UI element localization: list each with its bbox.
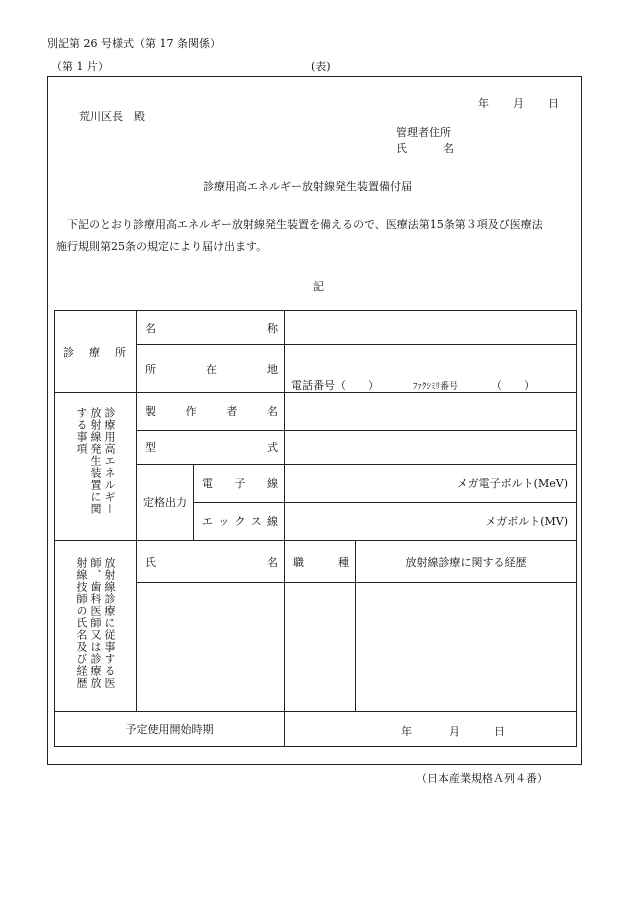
rated-output-label: 定格出力: [143, 496, 187, 510]
xray-char: 線: [267, 515, 278, 529]
date-day: 日: [548, 97, 559, 110]
start-label-cell: [55, 711, 285, 746]
xray-char: ッ: [218, 515, 230, 529]
clinic-name-label-cell: [137, 311, 285, 345]
start-year: 年: [401, 724, 412, 738]
electron-unit: メガ電子ボルト(MeV): [456, 477, 568, 491]
model-char: 式: [267, 441, 278, 455]
maker-label-cell: [137, 393, 285, 430]
staff-name-field[interactable]: [137, 583, 285, 712]
model-field[interactable]: [285, 430, 577, 464]
ki-label: 記: [313, 280, 324, 293]
sender-name-label-1: 氏: [396, 142, 407, 155]
form-table: [54, 310, 577, 747]
electron-field[interactable]: [285, 464, 577, 502]
xray-char: ク: [234, 515, 246, 529]
clinic-location-char: 所: [145, 362, 156, 376]
device-label-col2: 放射線発生装置に関: [89, 407, 102, 516]
staff-job-char: 種: [338, 555, 349, 569]
addressee: 荒川区長 殿: [79, 110, 145, 123]
staff-label-cell: [55, 541, 137, 712]
staff-job-field[interactable]: [285, 583, 356, 712]
model-label-cell: [137, 430, 285, 464]
body-line-2: 施行規則第25条の規定により届け出ます。: [56, 240, 268, 253]
maker-char: 者: [226, 405, 238, 419]
sender-name-label-2: 名: [443, 142, 454, 155]
rated-output-label-cell: [137, 464, 194, 540]
staff-name-char: 名: [267, 555, 278, 569]
clinic-name-field[interactable]: [285, 311, 577, 345]
clinic-location-field[interactable]: [285, 345, 577, 393]
clinic-location-char: 地: [267, 362, 278, 376]
electron-char: 子: [234, 477, 246, 491]
start-month: 月: [449, 724, 460, 738]
staff-history-label: 放射線診療に関する経歴: [405, 555, 527, 569]
sender-address-label: 管理者住所: [396, 126, 451, 139]
staff-name-char: 氏: [145, 555, 156, 569]
xray-unit: メガボルト(MV): [485, 515, 568, 529]
side-label: (表): [311, 60, 331, 73]
clinic-name-char: 名: [145, 321, 156, 335]
staff-history-label-cell: [356, 541, 577, 583]
staff-job-label-cell: [285, 541, 356, 583]
staff-job-char: 職: [293, 555, 304, 569]
device-label-col1: する事項: [75, 407, 88, 456]
phone-label: 電話番号（ ）: [291, 379, 379, 393]
body-line-1: 下記のとおり診療用高エネルギー放射線発生装置を備えるので、医療法第15条第３項及び医療法: [67, 218, 543, 231]
device-label-cell: [55, 393, 137, 541]
clinic-label-cell: [55, 311, 137, 393]
maker-field[interactable]: [285, 393, 577, 430]
date-month: 月: [513, 97, 524, 110]
xray-field[interactable]: [285, 502, 577, 540]
start-day: 日: [494, 724, 505, 738]
footer-spec: （日本産業規格Ａ列４番）: [416, 772, 548, 785]
maker-char: 製: [145, 405, 156, 419]
document-title: 診療用高エネルギー放射線発生装置備付届: [203, 180, 412, 193]
maker-char: 名: [266, 405, 278, 419]
fax-paren: （ ）: [491, 379, 535, 393]
staff-name-label-cell: [137, 541, 285, 583]
staff-label-col1: 射線技師の氏名及び経歴: [75, 557, 88, 690]
staff-label-col2: 師、歯科医師又は診療放: [89, 557, 102, 690]
maker-char: 作: [185, 405, 197, 419]
start-label: 予定使用開始時期: [125, 722, 214, 736]
electron-label-cell: [194, 464, 285, 502]
clinic-location-label-cell: [137, 345, 285, 393]
xray-char: ス: [250, 515, 262, 529]
staff-label-col3: 放射線診療に従事する医: [103, 557, 116, 690]
clinic-location-char: 在: [206, 362, 217, 376]
form-number: 別記第 26 号様式（第 17 条関係）: [47, 37, 221, 50]
electron-char: 線: [267, 477, 278, 491]
staff-history-field[interactable]: [356, 583, 577, 712]
clinic-label: 診 療 所: [63, 345, 128, 359]
clinic-name-char: 称: [267, 321, 278, 335]
electron-char: 電: [202, 477, 213, 491]
xray-char: エ: [202, 515, 213, 529]
device-label-col3: 診療用高エネルギー: [103, 407, 116, 516]
fax-label: ﾌｧｸｼﾐﾘ番号: [413, 382, 459, 393]
xray-label-cell: [194, 502, 285, 540]
start-date-field[interactable]: [285, 711, 577, 746]
model-char: 型: [145, 441, 156, 455]
date-year: 年: [478, 97, 489, 110]
page-label: （第 1 片）: [51, 60, 109, 73]
